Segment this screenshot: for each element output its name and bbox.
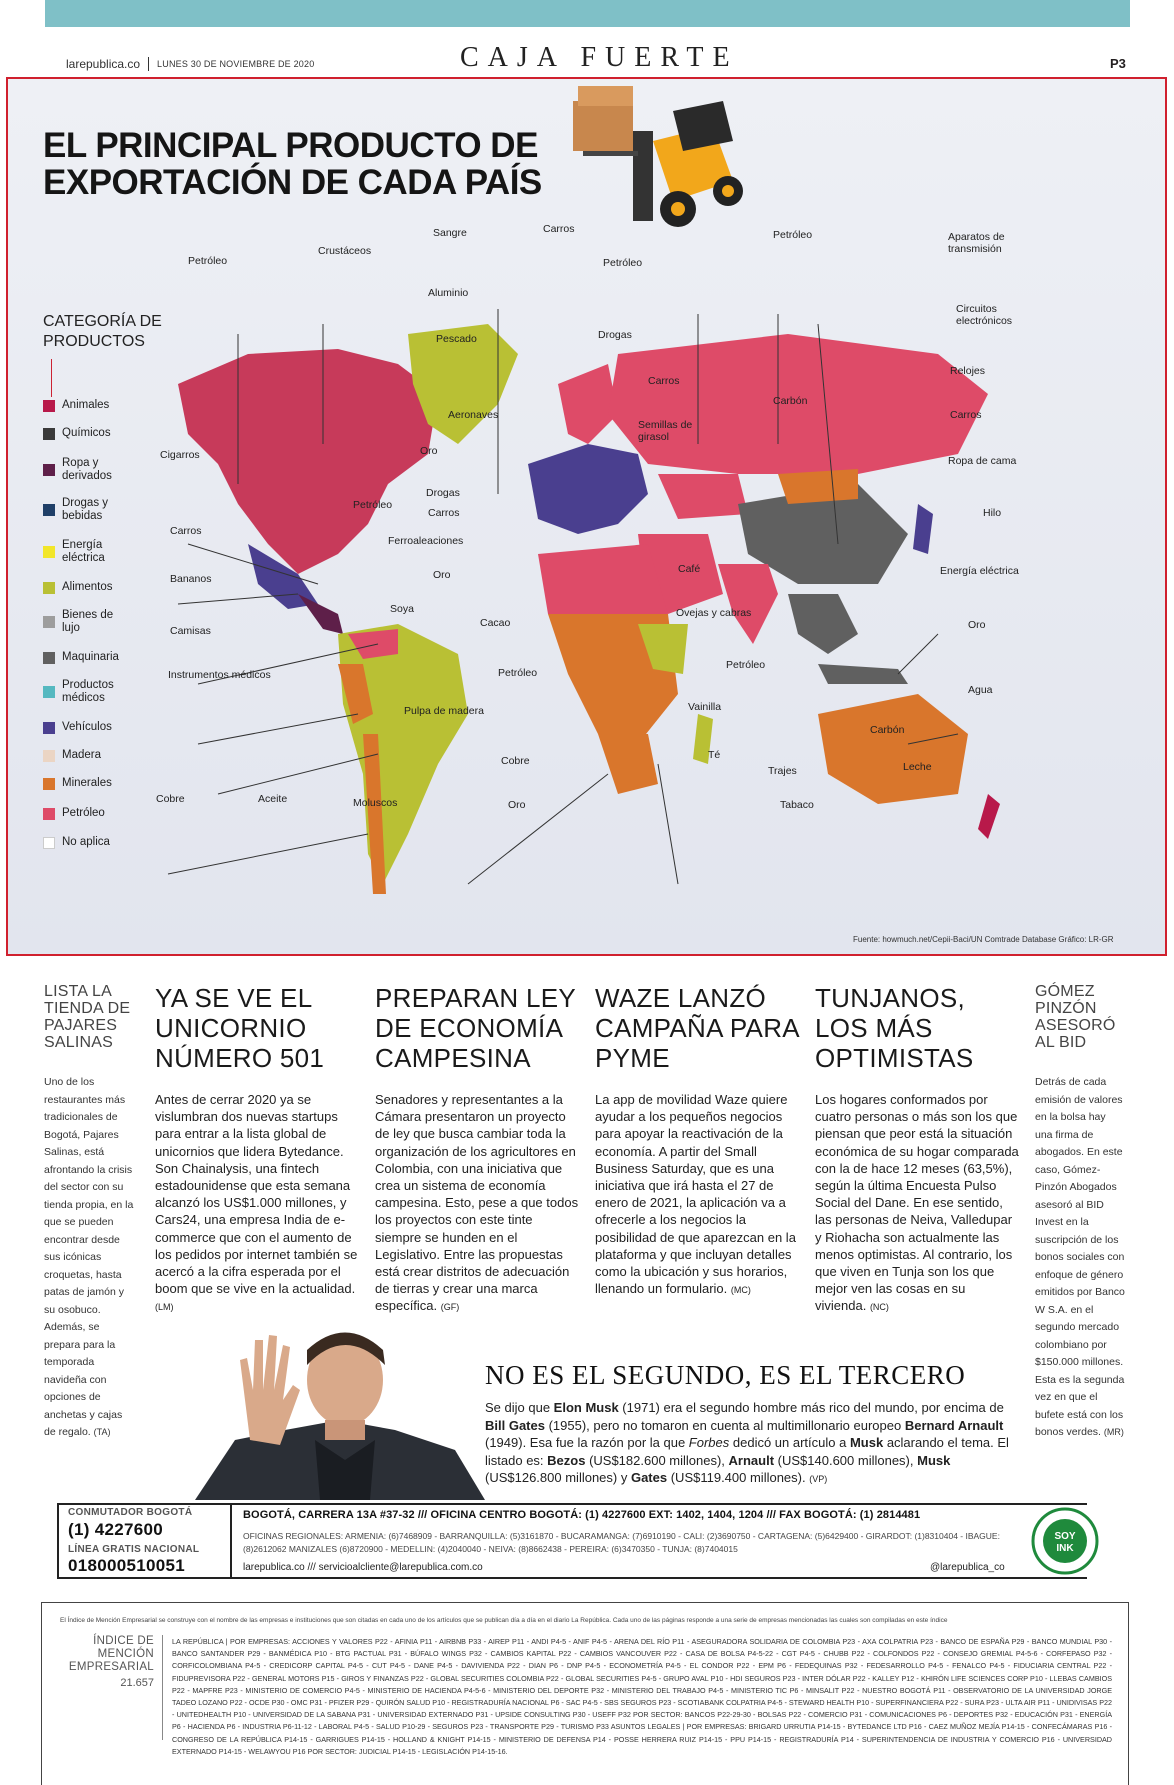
- map-label: Petróleo: [773, 229, 813, 241]
- map-label: Cobre: [501, 755, 530, 767]
- side-right-body: Detrás de cada emisión de valores en la bolsa hay una firma de abogados. En este caso, Gómez-Pinzón Abogados asesoró al BID Invest en la suscripción de los bonos sociales con enfoque de género emitidos por Banco W S.A. en el segundo mercado colombiano por $150.000 millones. Esta es la segunda vez en que el bufete está con los bonos verdes. (MR): [1035, 1076, 1125, 1438]
- map-leader-line: [658, 764, 678, 884]
- index-note: El Índice de Mención Empresarial se construye con el nombre de las empresas e instituciones que son citadas en cada uno de los artículos que se publican día a día en el diario La República. Cada uno de las páginas responde a una serie de empresas mencionadas las cuales son compiladas en este índice: [60, 1617, 948, 1624]
- legend-item-petroleo: Petróleo: [43, 807, 133, 820]
- article-body-unicornio: Antes de cerrar 2020 ya se vislumbran dos nuevas startups para entrar a la lista global de unicornios que lidera Bytedance. Son Chainalysis, una fintech estadounidense que esta semana alcanzó los US$1.000 millones, y Cars24, una empresa India de e-commerce que con el aumento de los pedidos por internet también se acercó a la cifra esperada por el boom que se vive en la actualidad. (LM): [155, 1092, 358, 1313]
- world-map: [138, 294, 1038, 914]
- map-label: Oro: [968, 619, 986, 631]
- legend-swatch: [43, 464, 55, 476]
- map-label: Crustáceos: [318, 245, 372, 257]
- legend-swatch: [43, 400, 55, 412]
- map-label: Agua: [968, 684, 993, 696]
- map-label: Oro: [433, 569, 451, 581]
- map-southeast-asia: [788, 594, 858, 654]
- legend-swatch: [43, 722, 55, 734]
- map-label: Cigarros: [160, 449, 200, 461]
- map-label: Aceite: [258, 793, 288, 805]
- map-label: Energía eléctrica: [940, 565, 1019, 577]
- side-right-title: GÓMEZ PINZÓN ASESORÓ AL BID: [1035, 983, 1116, 1051]
- section-title: CAJA FUERTE: [460, 42, 739, 73]
- map-south-america: [338, 624, 468, 884]
- map-label: Oro: [508, 799, 526, 811]
- map-leader-line: [218, 754, 378, 794]
- legend-swatch: [43, 546, 55, 558]
- map-africa-north: [538, 544, 668, 624]
- map-label: Cacao: [480, 617, 511, 629]
- map-label: Té: [708, 749, 721, 761]
- article-body-waze: La app de movilidad Waze quiere ayudar a los pequeños negocios para apoyar la reactivación de la economía. A partir del Small Business Saturday, que es una iniciativa que irá hasta el 27 de enero de 2021, la aplicación va a ofrecerle a los negocios la posibilidad de que aparezcan en la plataforma y que incluyan detalles como la ubicación y sus horarios, llenando un formulario. (MC): [595, 1092, 796, 1297]
- top-color-bar: [45, 0, 1130, 27]
- map-label: Soya: [390, 603, 414, 615]
- legend-item-no-aplica: No aplica: [43, 836, 133, 849]
- legend-item-minerales: Minerales: [43, 777, 133, 790]
- map-label: Pescado: [436, 333, 477, 345]
- switchboard-label: CONMUTADOR BOGOTÁ: [68, 1507, 193, 1518]
- map-kazakhstan: [658, 474, 748, 519]
- legend-swatch: [43, 582, 55, 594]
- map-label: Cobre: [156, 793, 185, 805]
- legend-item-quimicos: Químicos: [43, 427, 133, 440]
- soy-ink-seal-icon: [1030, 1506, 1100, 1576]
- legend-swatch: [43, 686, 55, 698]
- map-label: Petróleo: [726, 659, 766, 671]
- free-line-number[interactable]: 018000510051: [68, 1556, 186, 1575]
- infographic-title: EL PRINCIPAL PRODUCTO DE EXPORTACIÓN DE CADA PAÍS: [43, 126, 542, 202]
- map-mongolia: [778, 469, 858, 504]
- regional-offices: OFICINAS REGIONALES: ARMENIA: (6)7468909 - BARRANQUILLA: (5)3161870 - BUCARAMANGA: (7)6910190 - CALI: (2)3690750 - CARTAGENA: (5)6429400 - GIRARDOT: (1)8310404 - IBAGUE: (8)2612062 MANIZALES (6)8720900 - MEDELLIN: (4)2040040 - NEIVA: (8)8662438 - PEREIRA: (6)3470350 - TUNJA: (8)7404015: [243, 1531, 1000, 1554]
- masthead-divider: [148, 57, 149, 71]
- legend-swatch: [43, 750, 55, 762]
- masthead: [66, 57, 314, 71]
- index-title: ÍNDICE DE MENCIÓN EMPRESARIAL: [68, 1635, 154, 1673]
- map-label: Semillas de girasol: [638, 419, 693, 443]
- map-label: Vainilla: [688, 701, 722, 713]
- legend-swatch: [43, 616, 55, 628]
- map-label: Petróleo: [353, 499, 393, 511]
- map-leader-line: [898, 634, 938, 674]
- switchboard-number[interactable]: (1) 4227600: [68, 1520, 163, 1539]
- legend-item-drogas: Drogas y bebidas: [43, 497, 133, 523]
- map-label: Ropa de cama: [948, 455, 1017, 467]
- legend-connector: [51, 359, 52, 397]
- twitter-handle[interactable]: @larepublica_co: [930, 1562, 1005, 1573]
- legend-item-animales: Animales: [43, 399, 133, 412]
- legend-swatch: [43, 428, 55, 440]
- map-label: Drogas: [426, 487, 460, 499]
- map-label: Aeronaves: [448, 409, 499, 421]
- legend-swatch: [43, 652, 55, 664]
- legend-swatch: [43, 808, 55, 820]
- map-label: Carbón: [773, 395, 808, 407]
- legend-item-lujo: Bienes de lujo: [43, 609, 133, 635]
- svg-text:INK: INK: [1056, 1543, 1074, 1554]
- svg-text:SOY: SOY: [1054, 1531, 1076, 1542]
- legend-title: CATEGORÍA DE PRODUCTOS: [43, 313, 162, 350]
- map-label: Petróleo: [603, 257, 643, 269]
- forklift-icon: [563, 81, 763, 241]
- map-africa-south: [598, 734, 658, 794]
- export-infographic: [6, 77, 1167, 956]
- map-label: Tabaco: [780, 799, 814, 811]
- article-body-tunjanos: Los hogares conformados por cuatro personas o más son los que piensan que peor está la situación económica de su hogar comparada con la de hace 12 meses (63,5%), según la última Encuesta Pulso Social del Dane. En ese sentido, las personas de Neiva, Valledupar y Riohacha son actualmente las menos optimistas. Al contrario, los que viven en Tunja son los que mejor ven las cosas en su vivienda. (NC): [815, 1092, 1019, 1314]
- legend-item-ropa: Ropa y derivados: [43, 457, 133, 483]
- map-label: Carros: [543, 223, 575, 235]
- legend-item-alimentos: Alimentos: [43, 581, 133, 594]
- legend-item-medicos: Productos médicos: [43, 679, 133, 705]
- map-label: Aluminio: [428, 287, 469, 299]
- map-new-zealand: [978, 794, 1000, 839]
- map-leader-line: [168, 834, 368, 874]
- legend-item-vehiculos: Vehículos: [43, 721, 133, 734]
- map-australia: [818, 694, 968, 804]
- map-indonesia: [818, 664, 908, 684]
- infographic-source: Fuente: howmuch.net/Cepii-Baci/UN Comtrade Database Gráfico: LR-GR: [853, 935, 1114, 944]
- map-label: Camisas: [170, 625, 211, 637]
- page-number: P3: [1110, 56, 1126, 71]
- issue-date: LUNES 30 DE NOVIEMBRE DE 2020: [157, 59, 315, 69]
- side-left-title: LISTA LA TIENDA DE PAJARES SALINAS: [44, 983, 131, 1051]
- map-leader-line: [468, 774, 608, 884]
- legend-swatch: [43, 504, 55, 516]
- map-label: Leche: [903, 761, 932, 773]
- map-scandinavia: [558, 364, 618, 444]
- index-count: 21.657: [120, 1677, 154, 1689]
- map-label: Carros: [170, 525, 202, 537]
- contact-web[interactable]: larepublica.co /// servicioalcliente@larepublica.com.co: [243, 1562, 483, 1573]
- map-leader-line: [198, 714, 358, 744]
- map-label: Bananos: [170, 573, 212, 585]
- map-label: Carbón: [870, 724, 905, 736]
- map-label: Moluscos: [353, 797, 398, 809]
- elon-musk-photo: [195, 1320, 485, 1500]
- free-line-label: LÍNEA GRATIS NACIONAL: [68, 1544, 200, 1555]
- musk-story-title: NO ES EL SEGUNDO, ES EL TERCERO: [485, 1360, 966, 1390]
- map-label: Oro: [420, 445, 438, 457]
- map-label: Carros: [950, 409, 982, 421]
- map-label: Circuitos electrónicos: [956, 303, 1013, 327]
- map-label: Ovejas y cabras: [676, 607, 752, 619]
- map-label: Petróleo: [498, 667, 538, 679]
- map-label: Sangre: [433, 227, 467, 239]
- map-label: Aparatos de transmisión: [948, 231, 1005, 255]
- side-left-body: Uno de los restaurantes más tradicionales de Bogotá, Pajares Salinas, está afrontando la crisis del sector con su tienda propia, en la que se pueden encontrar desde sus icónicas croquetas, hasta patas de jamón y su osobuco. Además, se prepara para la temporada navideña con opciones de anchetas y cajas de regalo. (TA): [44, 1076, 134, 1438]
- legend-swatch: [43, 837, 55, 849]
- map-europe: [528, 444, 648, 534]
- article-title-economia-campesina: PREPARAN LEY DE ECONOMÍA CAMPESINA: [375, 983, 576, 1073]
- article-title-tunjanos: TUNJANOS, LOS MÁS OPTIMISTAS: [815, 983, 974, 1073]
- map-central-america: [298, 594, 343, 634]
- map-india: [718, 564, 778, 644]
- legend-item-madera: Madera: [43, 749, 133, 762]
- map-label: Café: [678, 563, 701, 575]
- contact-phones: [57, 1503, 232, 1579]
- site-name[interactable]: larepublica.co: [66, 57, 141, 71]
- index-text: LA REPÚBLICA | POR EMPRESAS: ACCIONES Y VALORES P22 - AFINIA P11 - AIRBNB P33 - AIREP P11 - ANDI P4-5 - ANIF P4-5 - ARENA DEL RÍO P11 - ASEGURADORA SOLIDARIA DE COLOMBIA P23 - AXA COLPATRIA P23 - BANCO DE ESPAÑA P29 - BANCO MUNDIAL P30 - BANCO SANTANDER P29 - BANMÉDICA P10 - BTG PACTUAL P31 - BÚFALO WINGS P32 - CAMBIOS KAPITAL P22 - CAMBIOS VANCOUVER P22 - CASA DE BOLSA P4-5-22 - CGT P4-5 - CHUBB P22 - COLFONDOS P22 - CONSEJO GREMIAL P4-5-6 - CORFEPASO P32 - CORFICOLOMBIANA P4-5 - CREDICORP CAPITAL P4-5 - CUT P4-5 - DANE P4-5 - DAVIVIENDA P22 - DIAN P6 - DNP P4-5 - ECONOMETRÍA P4-5 - EL CONDOR P22 - EPM P6 - FEDEQUINAS P32 - FEDESARROLLO P4-5 - FENALCO P4-5 - FIDUCIARIA CENTRAL P22 - FIDUPREVISORA P22 - GENERAL MOTORS P15 - GIROS Y FINANZAS P22 - GLOBAL SECURITIES COLOMBIA P22 - GLOBAL SECURITIES P4-5 - GRUPO AVAL P10 - HDI SEGUROS P23 - INTER DÓLAR P22 - KALLEY P12 - KHIRÓN LIFE SCIENCES CORP P10 - LLEBAS CAMBIOS P22 - MAPFRE P23 - MINISTERIO DE COMERCIO P4-5 - MINISTERIO DE HACIENDA P4-5-6 - MINISTERIO DEL DEPORTE P32 - MINISTERIO DEL TRABAJO P4-5 - MINISTERIO TIC P6 - MINSALIT P22 - NUESTRO BOGOTÁ P11 - OBSERVATORIO DE LA UNIVERSIDAD JORGE TADEO LOZANO P22 - OCDE P30 - OMC P31 - PFIZER P29 - QUIRÓN SALUD P10 - REGISTRADURÍA NACIONAL P6 - SAC P4-5 - SBS SEGUROS P23 - SCOTIABANK COLPATRIA P4-5 - STEWARD HEALTH P10 - SUPERFINANCIERA P22 - SURA P23 - ULTA AIR P11 - UNIDIVISAS P22 - UNITEDHEALTH P10 - UNIVERSIDAD DE LA SABANA P31 - UNIVERSIDAD EXTERNADO P31 - UPSIDE CONSULTING P30 - USEFF P32 POR SECTOR: BANCOS P22-29-30 - BOLSAS P22 - COMERCIO P31 - COMUNICACIONES P6 - DEPORTES P32 - EDUCACIÓN P31 - ENERGÍA P6 - HACIENDA P6 - INDUSTRIA P6-11-12 - LABORAL P4-5 - SALUD P10-29 - SEGUROS P23 - TRANSPORTE P29 - TURISMO P33 ASUNTOS LEGALES | POR EMPRESAS: BRIGARD URRUTIA P14-15 - BYTEDANCE LTD P16 - CAEZ MUÑOZ MEJÍA P14-15 - CONFECÁMARAS P16 - CONGRESO DE LA REPÚBLICA P14-15 - GARRIGUES P14-15 - HOLLAND & KNIGHT P14-15 - MINISTERIO DE DEFENSA P14 - POSSE HERRERA RUIZ P14-15 - PPU P14-15 - REGISTRADURÍA P14 - SUPERINTENDENCIA DE INDUSTRIA Y COMERCIO P16 - UNIVERSIDAD EXTERNADO P14-15 - WELAWYOU P16 POR SECTOR: JUDICIAL P14-15 - LEGISLACIÓN P14-15-16.: [172, 1637, 1112, 1756]
- map-label: Carros: [648, 375, 680, 387]
- legend-swatch: [43, 778, 55, 790]
- map-label: Drogas: [598, 329, 632, 341]
- map-label: Hilo: [983, 507, 1002, 519]
- article-title-waze: WAZE LANZÓ CAMPAÑA PARA PYME: [595, 983, 799, 1073]
- legend-item-maquinaria: Maquinaria: [43, 651, 133, 664]
- map-label: Petróleo: [188, 255, 228, 267]
- map-label: Instrumentos médicos: [168, 669, 271, 681]
- musk-story-body: Se dijo que Elon Musk (1971) era el segundo hombre más rico del mundo, por encima de Bill Gates (1955), pero no tomaron en cuenta al multimillonario europeo Bernard Arnault (1949). Esa fue la razón por la que Forbes dedicó un artículo a Musk aclarando el tema. El listado es: Bezos (US$182.600 millones), Arnault (US$140.600 millones), Musk (US$126.800 millones) y Gates (US$119.400 millones). (VP): [485, 1400, 1009, 1485]
- map-label: Relojes: [950, 365, 986, 377]
- article-body-economia-campesina: Senadores y representantes a la Cámara presentaron un proyecto de ley que busca cambiar toda la organización de los agricultores en Colombia, con una iniciativa que crea un sistema de economía campesina. Esto, pese a que todos los proyectos con este tinte siempre se hunden en el Legislativo. Entre las propuestas está crear distritos de adecuación de tierras y crear una marca específica. (GF): [375, 1092, 579, 1314]
- index-divider: [162, 1635, 163, 1740]
- legend-item-energia: Energía eléctrica: [43, 539, 133, 565]
- contact-address: BOGOTÁ, CARRERA 13A #37-32 /// OFICINA CENTRO BOGOTÁ: (1) 4227600 EXT: 1402, 1404, 1204 /// FAX BOGOTÁ: (1) 2814481: [243, 1509, 921, 1521]
- map-japan: [913, 504, 933, 554]
- map-label: Pulpa de madera: [404, 705, 484, 717]
- map-label: Carros: [428, 507, 460, 519]
- map-label: Ferroaleaciones: [388, 535, 464, 547]
- article-title-unicornio: YA SE VE EL UNICORNIO NÚMERO 501: [155, 983, 325, 1073]
- map-label: Trajes: [768, 765, 797, 777]
